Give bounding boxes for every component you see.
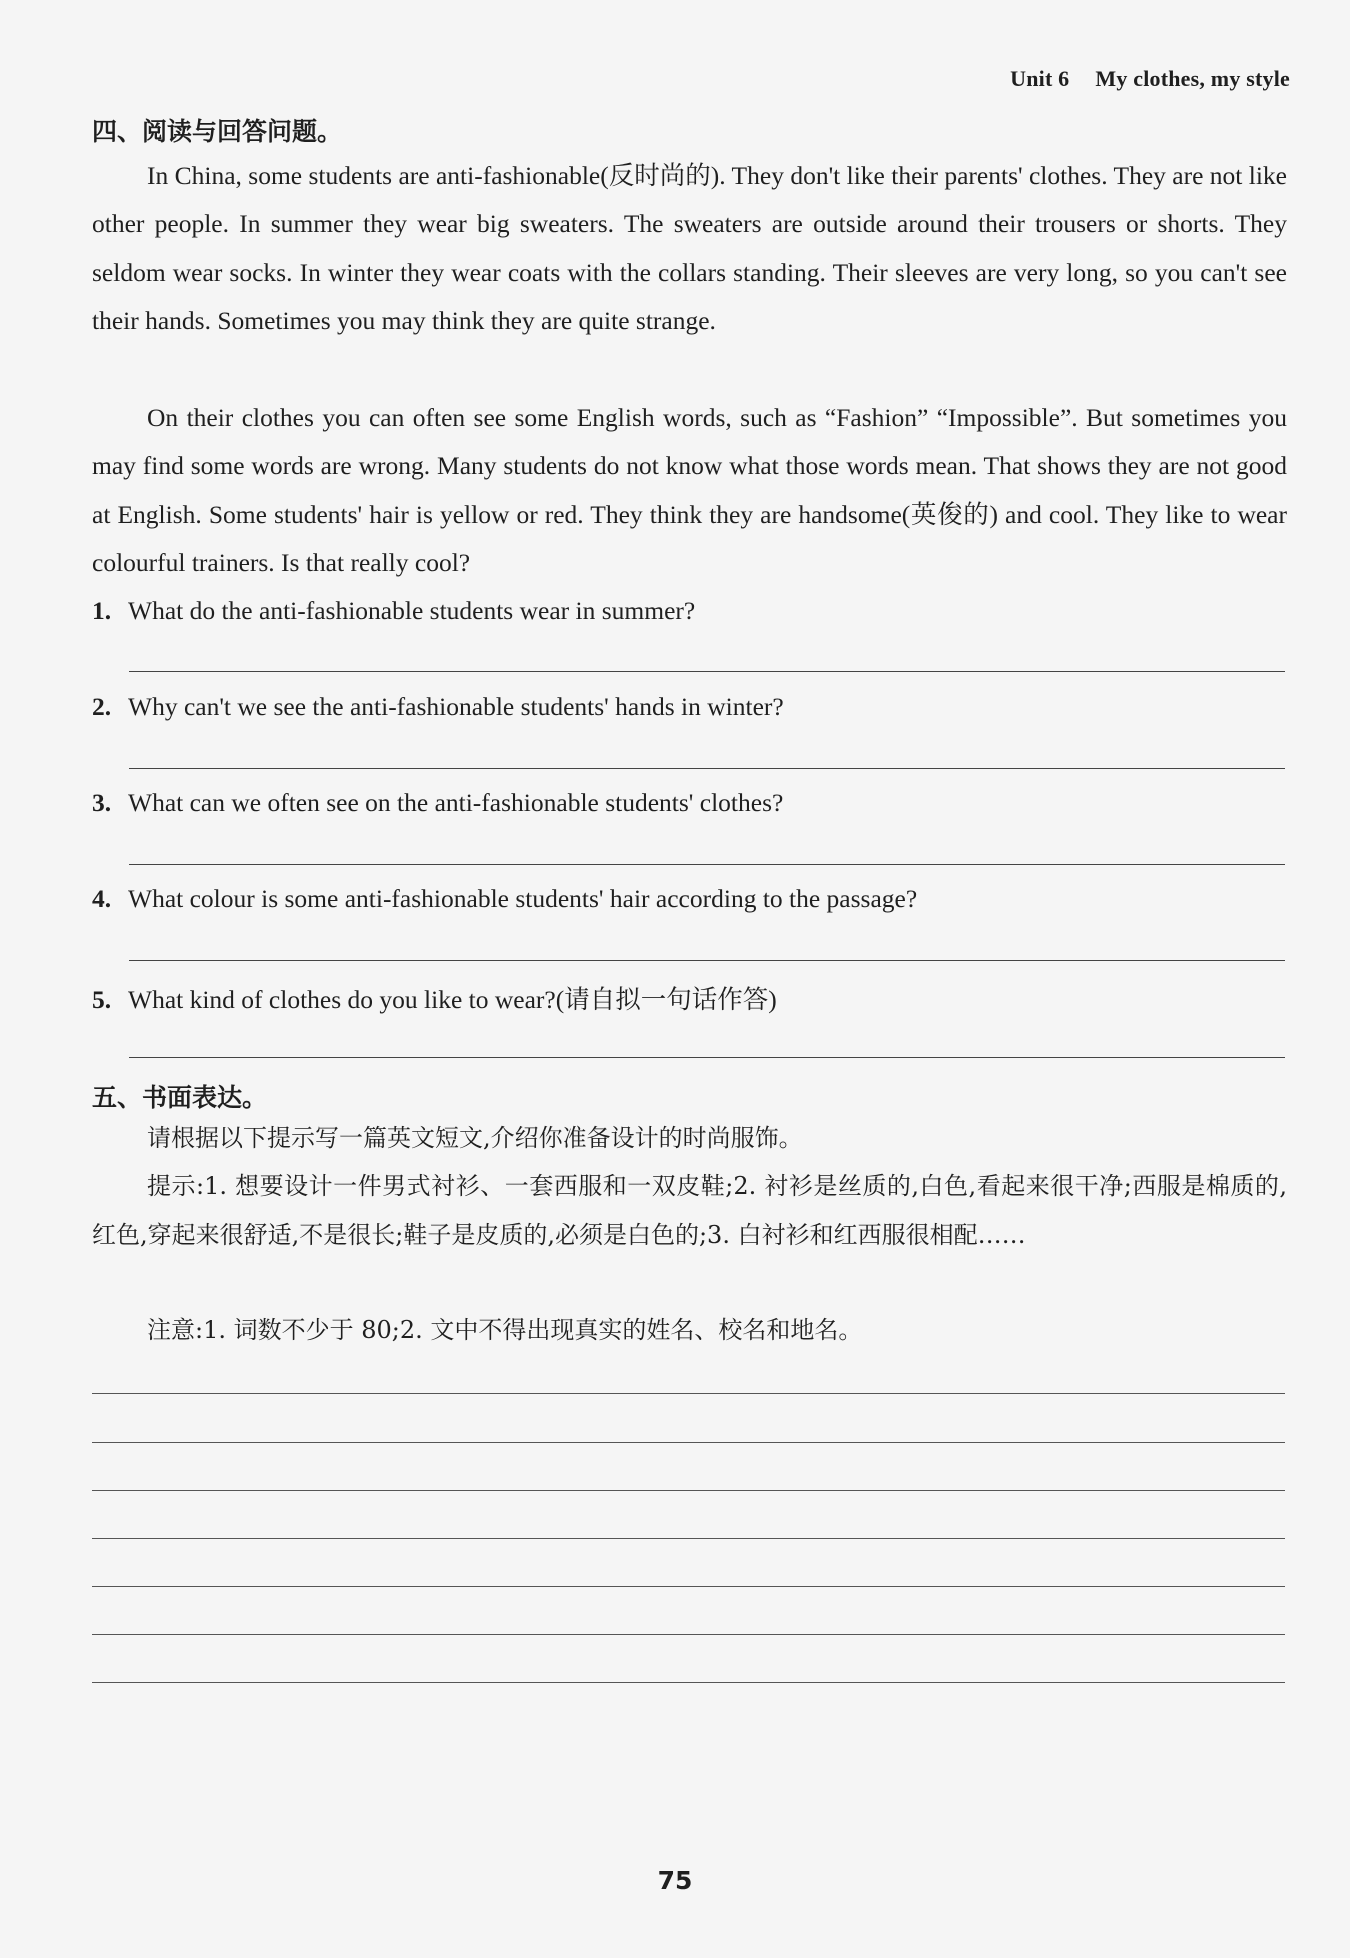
question-text: What kind of clothes do you like to wear?(请自拟一句话作答) — [128, 985, 777, 1014]
answer-line-1[interactable] — [129, 671, 1285, 672]
writing-line-6[interactable] — [92, 1634, 1285, 1635]
answer-line-4[interactable] — [129, 960, 1285, 961]
answer-line-3[interactable] — [129, 864, 1285, 865]
running-header — [1010, 66, 1290, 92]
writing-hints: 提示:1. 想要设计一件男式衬衫、一套西服和一双皮鞋;2. 衬衫是丝质的,白色,看起来很干净;西服是棉质的,红色,穿起来很舒适,不是很长;鞋子是皮质的,必须是白色的;3. 白衬衫和红西服很相配…… — [92, 1172, 1287, 1249]
writing-instruction: 请根据以下提示写一篇英文短文,介绍你准备设计的时尚服饰。 — [147, 1124, 803, 1152]
page-number: 75 — [657, 1866, 693, 1895]
writing-notes: 注意:1. 词数不少于 80;2. 文中不得出现真实的姓名、校名和地名。 — [147, 1316, 863, 1344]
passage-paragraph-1: In China, some students are anti-fashionable(反时尚的). They don't like their parents' clothes. They are not like other people. In summer they wear big sweaters. The sweaters are outside around their trousers or shorts. They seldom wear socks. In winter they wear coats with the collars standing. Their sleeves are very long, so you can't see their hands. Sometimes you may think they are quite strange. — [92, 161, 1287, 336]
writing-line-3[interactable] — [92, 1490, 1285, 1491]
writing-line-4[interactable] — [92, 1538, 1285, 1539]
answer-line-2[interactable] — [129, 768, 1285, 769]
passage-paragraph-2: On their clothes you can often see some English words, such as “Fashion” “Impossible”. But sometimes you may find some words are wrong. Many students do not know what those words mean. That shows they are not good at English. Some students' hair is yellow or red. They think they are handsome(英俊的) and cool. They like to wear colourful trainers. Is that really cool? — [92, 403, 1287, 578]
question-3 — [92, 788, 1292, 818]
writing-line-5[interactable] — [92, 1586, 1285, 1587]
question-number: 3. — [92, 788, 112, 817]
section-5-title: 五、书面表达。 — [92, 1083, 268, 1112]
question-4 — [92, 884, 1292, 914]
writing-line-7[interactable] — [92, 1682, 1285, 1683]
writing-line-1[interactable] — [92, 1393, 1285, 1394]
question-2 — [92, 692, 1292, 722]
question-number: 2. — [92, 692, 112, 721]
header-title: My clothes, my style — [1095, 66, 1290, 91]
question-number: 5. — [92, 985, 112, 1014]
question-5 — [92, 980, 1292, 1016]
question-number: 1. — [92, 596, 112, 625]
header-unit: Unit 6 — [1010, 66, 1070, 91]
section-4-title: 四、阅读与回答问题。 — [92, 117, 343, 146]
question-text: What colour is some anti-fashionable students' hair according to the passage? — [128, 884, 918, 913]
question-text: Why can't we see the anti-fashionable students' hands in winter? — [128, 692, 784, 721]
question-number: 4. — [92, 884, 112, 913]
writing-line-2[interactable] — [92, 1442, 1285, 1443]
question-text: What can we often see on the anti-fashionable students' clothes? — [128, 788, 784, 817]
question-text: What do the anti-fashionable students wear in summer? — [128, 596, 696, 625]
question-1 — [92, 596, 1292, 626]
answer-line-5[interactable] — [129, 1057, 1285, 1058]
